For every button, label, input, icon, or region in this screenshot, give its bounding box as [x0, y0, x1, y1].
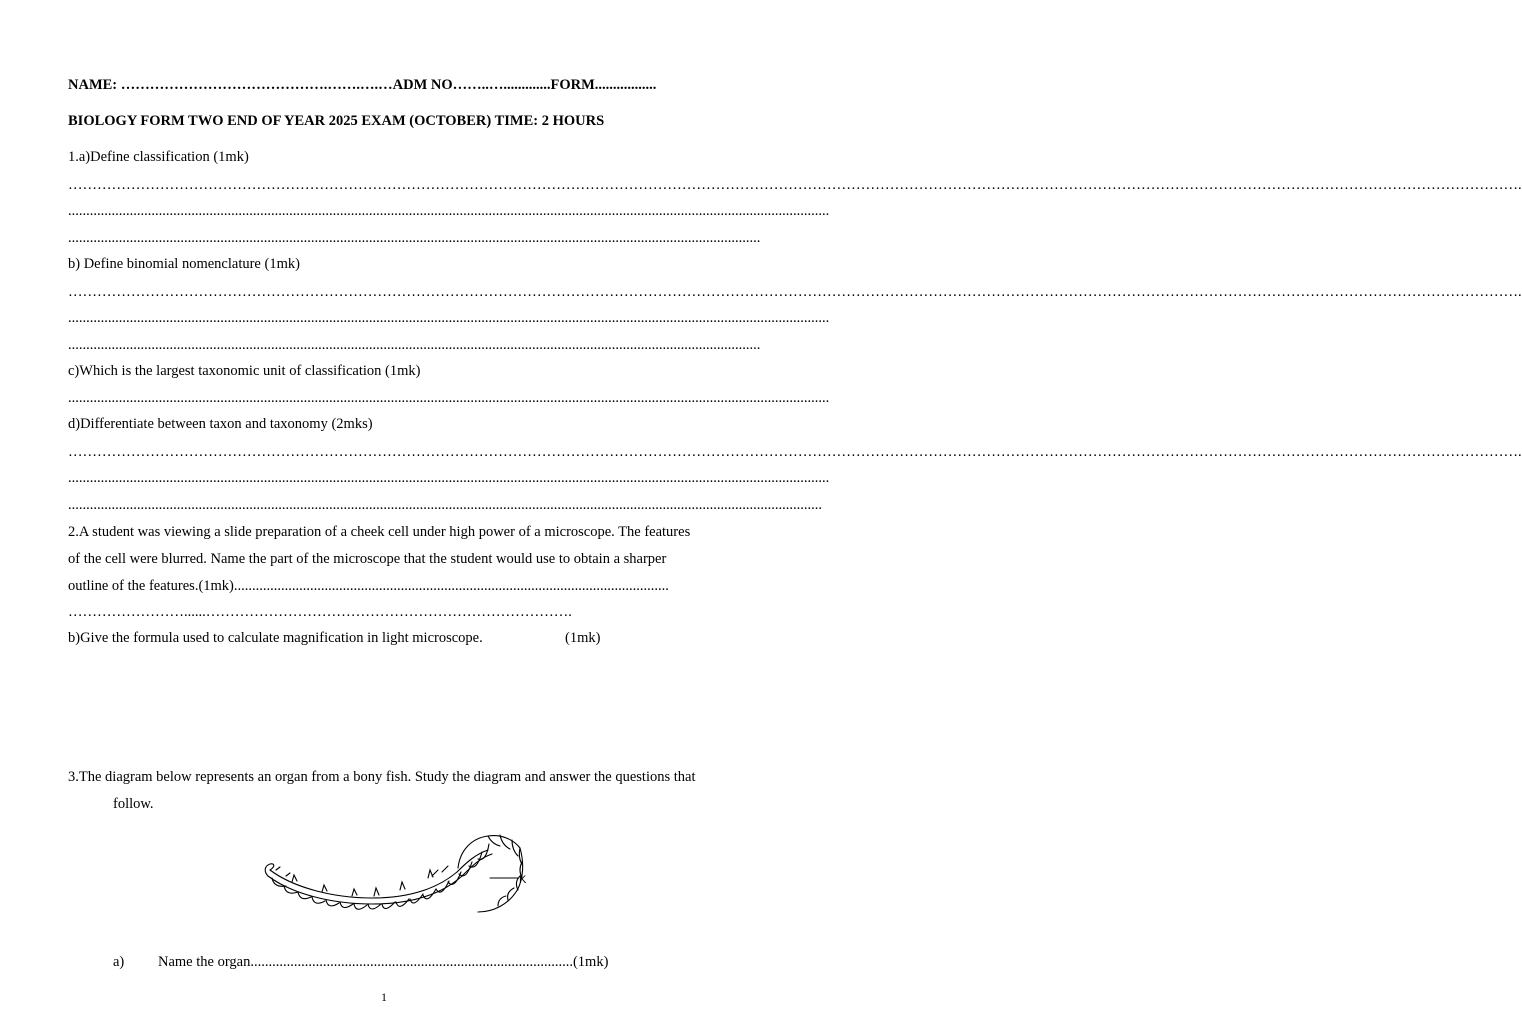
answer-line: ………………………………………………………………………………………………………………………………………………………………………………………………………………………………………………………………………….: [68, 177, 1522, 193]
answer-line: ..................................................................................................................................................................................................................: [68, 390, 830, 406]
question-2b-marks: (1mk): [565, 630, 601, 646]
question-2-line1: 2.A student was viewing a slide preparation of a cheek cell under high power of a microscope. The features: [68, 524, 691, 540]
question-3-line2: follow.: [113, 796, 154, 812]
gill-diagram: [262, 832, 537, 930]
answer-line: ................................................................................................................................................................................................................: [68, 497, 822, 513]
question-1d: d)Differentiate between taxon and taxonomy (2mks): [68, 416, 373, 432]
name-adm-form-line: NAME: …………………………………….…….….…ADM NO……..….............FORM.................: [68, 77, 657, 93]
page-number: 1: [381, 990, 387, 1004]
question-3a: Name the organ.........................................................................................(1mk): [158, 954, 609, 970]
question-1c: c)Which is the largest taxonomic unit of classification (1mk): [68, 363, 421, 379]
question-2b: b)Give the formula used to calculate magnification in light microscope.: [68, 630, 483, 646]
label-k: K: [519, 874, 527, 886]
answer-line: ……………………......………………………………………………………………….: [68, 604, 572, 620]
answer-line: ...............................................................................................................................................................................................: [68, 230, 761, 246]
question-1a: 1.a)Define classification (1mk): [68, 149, 249, 165]
answer-line: ………………………………………………………………………………………………………………………………………………………………………………………………………………………………………………………………………….: [68, 284, 1522, 300]
answer-line: ………………………………………………………………………………………………………………………………………………………………………………………………………………………………………………………………………….: [68, 444, 1522, 460]
answer-line: ...............................................................................................................................................................................................: [68, 337, 761, 353]
answer-line: ..................................................................................................................................................................................................................: [68, 203, 830, 219]
question-2-line3: outline of the features.(1mk)........................................................................................................................: [68, 578, 669, 594]
answer-line: ..................................................................................................................................................................................................................: [68, 470, 830, 486]
answer-line: ..................................................................................................................................................................................................................: [68, 310, 830, 326]
question-3-line1: 3.The diagram below represents an organ from a bony fish. Study the diagram and answer the questions that: [68, 769, 696, 785]
question-1b: b) Define binomial nomenclature (1mk): [68, 256, 300, 272]
exam-title: BIOLOGY FORM TWO END OF YEAR 2025 EXAM (OCTOBER) TIME: 2 HOURS: [68, 113, 605, 129]
question-2-line2: of the cell were blurred. Name the part of the microscope that the student would use to obtain a sharper: [68, 551, 667, 567]
question-3a-letter: a): [113, 954, 125, 970]
